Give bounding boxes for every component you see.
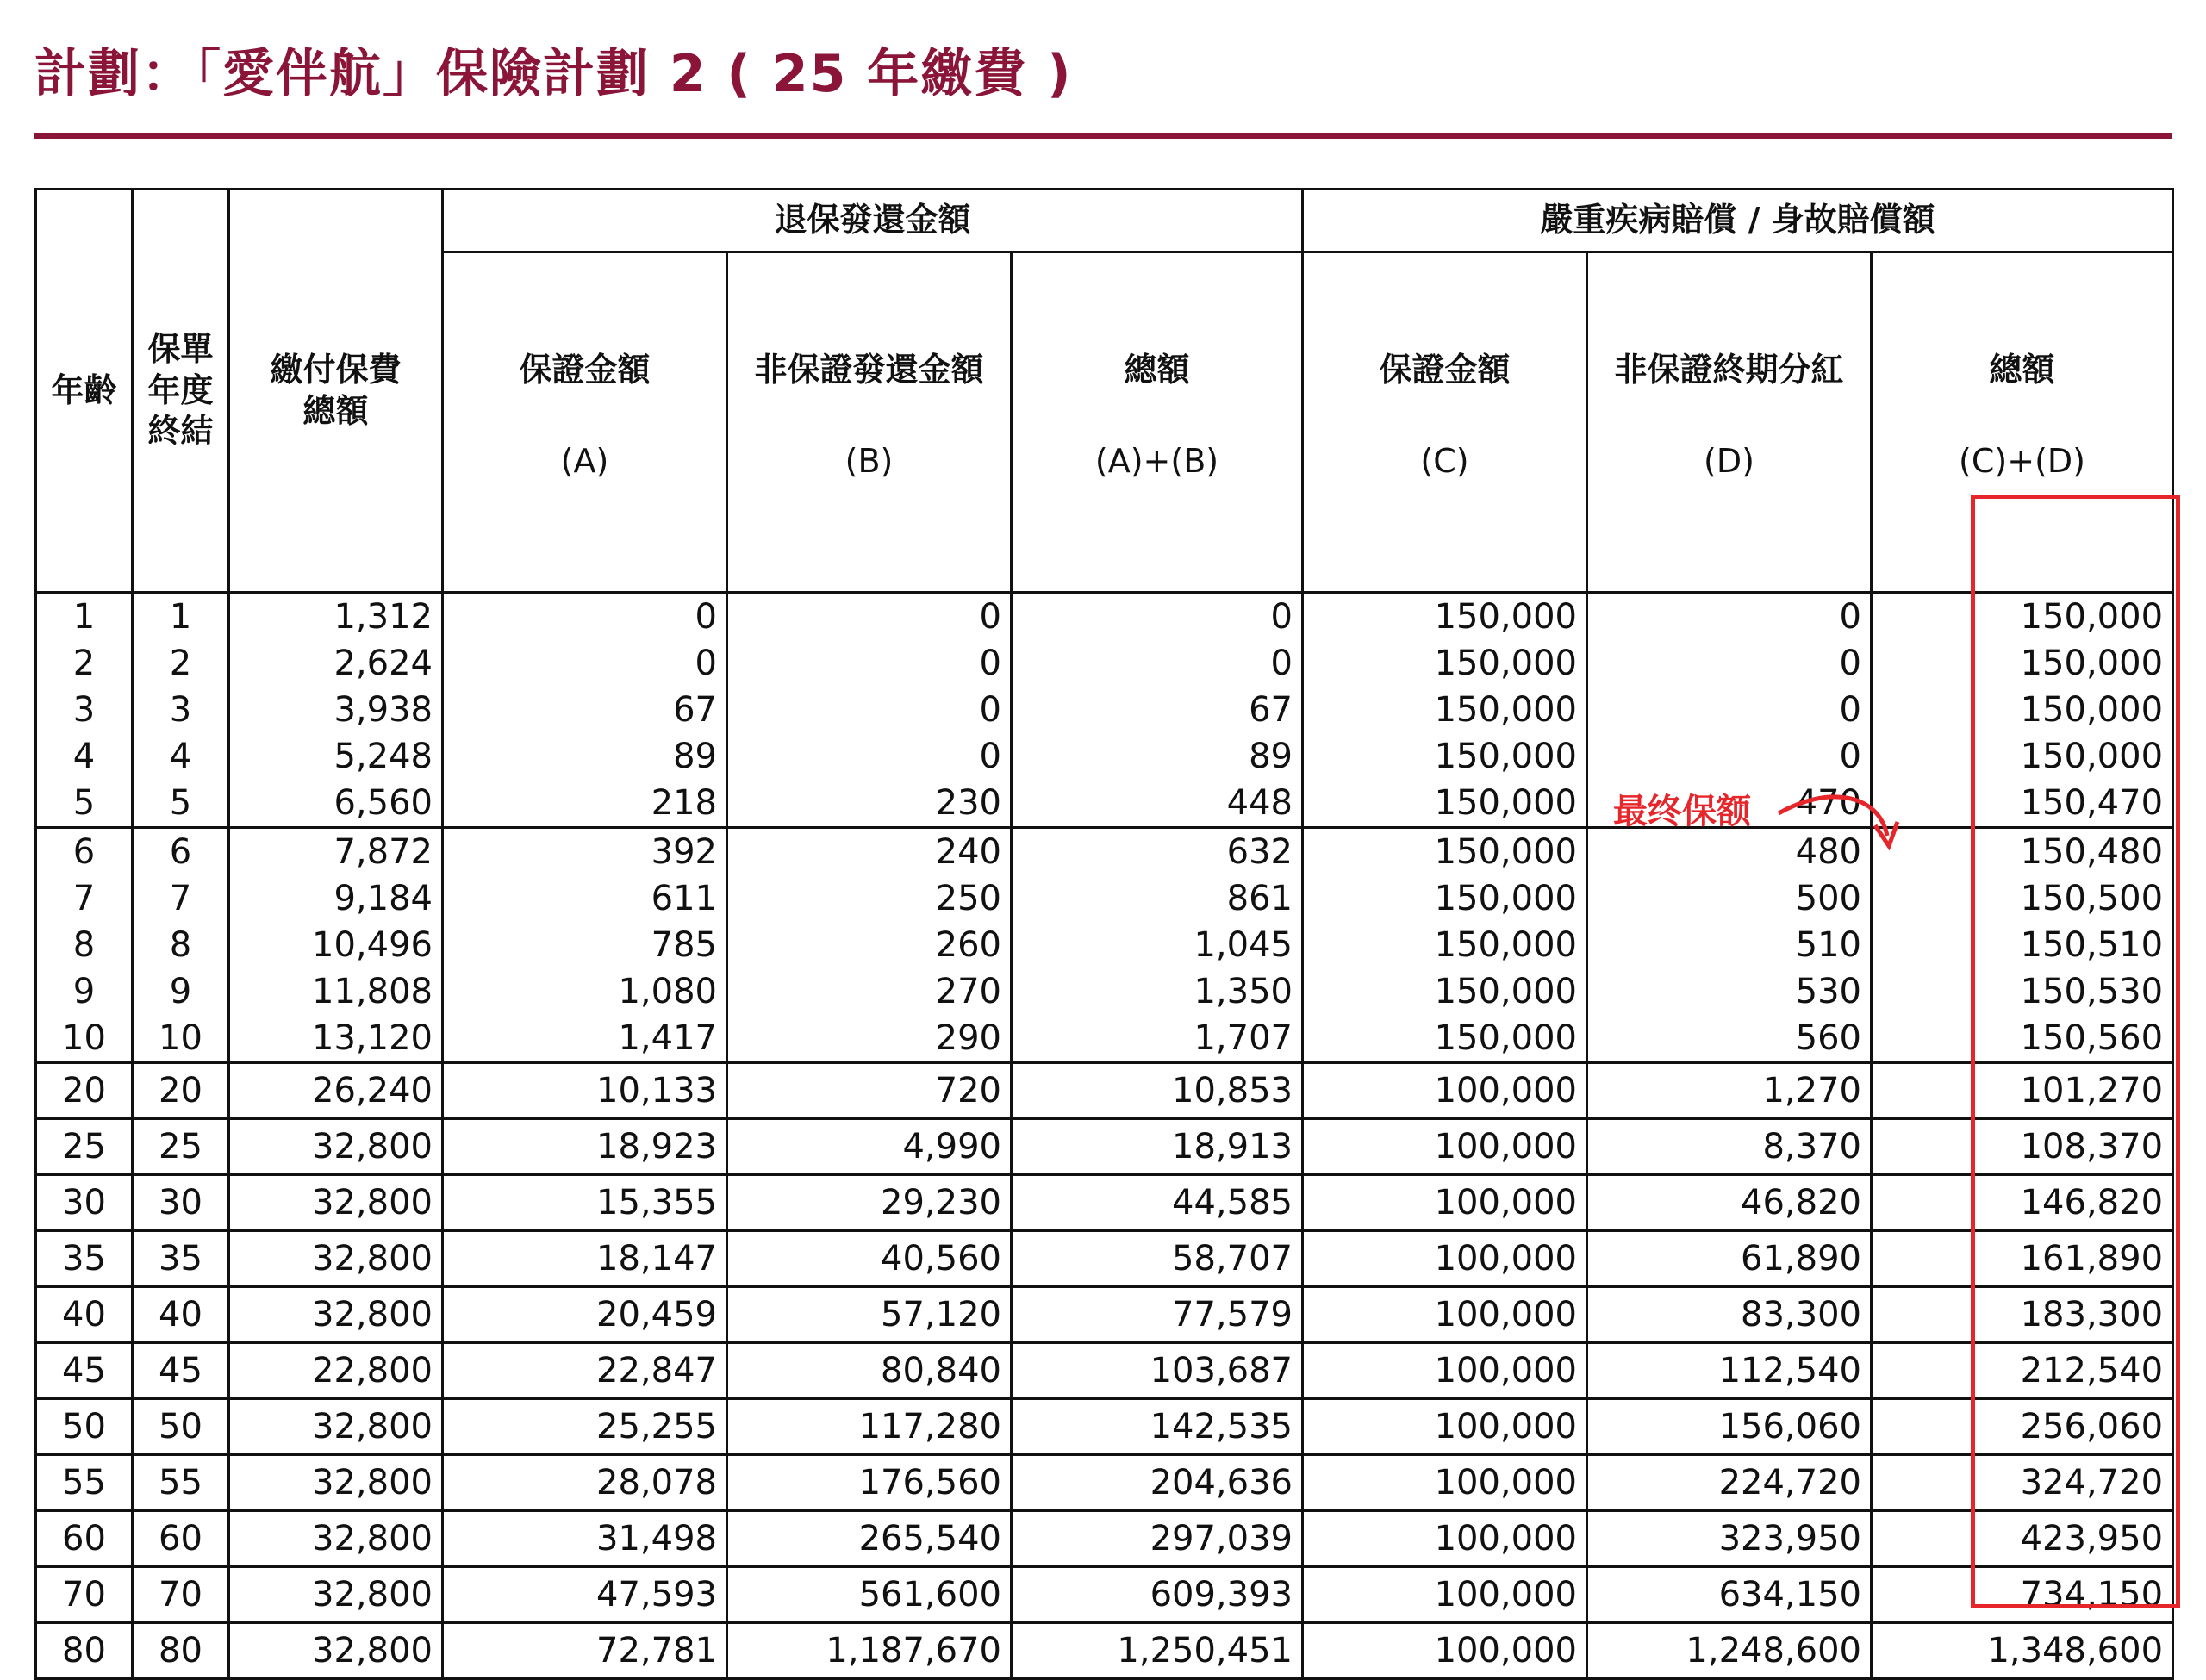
cell-non-guaranteed-b: 0 xyxy=(727,687,1012,733)
cell-age: 70 xyxy=(36,1567,133,1623)
formula-d: (D) xyxy=(1704,441,1754,480)
cell-total-cd: 150,530 xyxy=(1872,968,2173,1015)
cell-premium-total: 11,808 xyxy=(229,968,443,1015)
header-policy-year: 保單年度終結 xyxy=(133,190,229,593)
cell-guaranteed-c: 100,000 xyxy=(1303,1567,1587,1623)
curved-arrow-icon xyxy=(1775,784,1947,887)
cell-guaranteed-a: 67 xyxy=(443,687,727,733)
cell-total-cd: 146,820 xyxy=(1872,1175,2173,1231)
cell-guaranteed-c: 150,000 xyxy=(1303,640,1587,687)
cell-total-cd: 150,500 xyxy=(1872,875,2173,922)
cell-guaranteed-c: 100,000 xyxy=(1303,1063,1587,1119)
cell-non-guaranteed-b: 250 xyxy=(727,875,1012,922)
cell-policy-year: 4 xyxy=(133,733,229,780)
cell-guaranteed-c: 150,000 xyxy=(1303,780,1587,828)
cell-guaranteed-a: 22,847 xyxy=(443,1343,727,1399)
cell-non-guaranteed-b: 240 xyxy=(727,828,1012,876)
cell-premium-total: 32,800 xyxy=(229,1287,443,1343)
cell-policy-year: 9 xyxy=(133,968,229,1015)
cell-age: 80 xyxy=(36,1623,133,1679)
table-row xyxy=(36,1175,2173,1231)
cell-total-ab: 204,636 xyxy=(1012,1455,1303,1511)
cell-guaranteed-a: 18,923 xyxy=(443,1119,727,1175)
table-row xyxy=(36,1287,2173,1343)
cell-age: 50 xyxy=(36,1399,133,1455)
cell-guaranteed-a: 72,781 xyxy=(443,1623,727,1679)
cell-terminal-d: 0 xyxy=(1587,640,1872,687)
cell-terminal-d: 61,890 xyxy=(1587,1231,1872,1287)
cell-premium-total: 1,312 xyxy=(229,593,443,641)
cell-guaranteed-a: 0 xyxy=(443,640,727,687)
cell-policy-year: 35 xyxy=(133,1231,229,1287)
cell-policy-year: 50 xyxy=(133,1399,229,1455)
cell-guaranteed-c: 150,000 xyxy=(1303,1015,1587,1063)
cell-total-ab: 89 xyxy=(1012,733,1303,780)
table-row xyxy=(36,968,2173,1015)
cell-total-cd: 150,470 xyxy=(1872,780,2173,828)
cell-premium-total: 9,184 xyxy=(229,875,443,922)
table-row xyxy=(36,1119,2173,1175)
formula-a: (A) xyxy=(560,441,609,480)
formula-cd: (C)+(D) xyxy=(1959,441,2085,480)
table-row xyxy=(36,1455,2173,1511)
table-row xyxy=(36,1623,2173,1679)
cell-total-ab: 0 xyxy=(1012,593,1303,641)
cell-policy-year: 25 xyxy=(133,1119,229,1175)
header-premium: 繳付保費總額 xyxy=(229,190,443,593)
cell-premium-total: 32,800 xyxy=(229,1399,443,1455)
header-guaranteed-c: 保證金額 (C) xyxy=(1303,252,1587,593)
cell-total-cd: 212,540 xyxy=(1872,1343,2173,1399)
cell-guaranteed-a: 25,255 xyxy=(443,1399,727,1455)
cell-terminal-d: 156,060 xyxy=(1587,1399,1872,1455)
cell-policy-year: 30 xyxy=(133,1175,229,1231)
cell-total-ab: 1,250,451 xyxy=(1012,1623,1303,1679)
cell-guaranteed-c: 100,000 xyxy=(1303,1623,1587,1679)
cell-age: 55 xyxy=(36,1455,133,1511)
cell-terminal-d: 480 xyxy=(1587,828,1872,876)
cell-policy-year: 5 xyxy=(133,780,229,828)
cell-guaranteed-c: 100,000 xyxy=(1303,1455,1587,1511)
formula-c: (C) xyxy=(1420,441,1469,480)
title-divider xyxy=(34,133,2172,139)
cell-premium-total: 13,120 xyxy=(229,1015,443,1063)
cell-guaranteed-a: 218 xyxy=(443,780,727,828)
cell-non-guaranteed-b: 720 xyxy=(727,1063,1012,1119)
cell-age: 35 xyxy=(36,1231,133,1287)
cell-guaranteed-c: 150,000 xyxy=(1303,593,1587,641)
cell-guaranteed-a: 20,459 xyxy=(443,1287,727,1343)
cell-policy-year: 8 xyxy=(133,922,229,968)
cell-total-cd: 150,000 xyxy=(1872,640,2173,687)
cell-guaranteed-a: 611 xyxy=(443,875,727,922)
cell-age: 20 xyxy=(36,1063,133,1119)
cell-premium-total: 32,800 xyxy=(229,1623,443,1679)
cell-total-cd: 423,950 xyxy=(1872,1511,2173,1567)
cell-total-ab: 297,039 xyxy=(1012,1511,1303,1567)
cell-guaranteed-a: 0 xyxy=(443,593,727,641)
cell-total-cd: 150,480 xyxy=(1872,828,2173,876)
cell-guaranteed-c: 100,000 xyxy=(1303,1175,1587,1231)
cell-guaranteed-a: 1,417 xyxy=(443,1015,727,1063)
cell-guaranteed-c: 150,000 xyxy=(1303,968,1587,1015)
cell-non-guaranteed-b: 265,540 xyxy=(727,1511,1012,1567)
header-guaranteed-a: 保證金額 (A) xyxy=(443,252,727,593)
cell-policy-year: 55 xyxy=(133,1455,229,1511)
cell-total-ab: 861 xyxy=(1012,875,1303,922)
cell-non-guaranteed-b: 0 xyxy=(727,640,1012,687)
cell-total-ab: 609,393 xyxy=(1012,1567,1303,1623)
cell-age: 60 xyxy=(36,1511,133,1567)
cell-terminal-d: 510 xyxy=(1587,922,1872,968)
cell-total-ab: 142,535 xyxy=(1012,1399,1303,1455)
cell-policy-year: 7 xyxy=(133,875,229,922)
cell-age: 40 xyxy=(36,1287,133,1343)
header-claim-group: 嚴重疾病賠償 / 身故賠償額 xyxy=(1303,190,2173,252)
cell-non-guaranteed-b: 80,840 xyxy=(727,1343,1012,1399)
header-total-ab: 總額 (A)+(B) xyxy=(1012,252,1303,593)
cell-age: 8 xyxy=(36,922,133,968)
cell-terminal-d: 530 xyxy=(1587,968,1872,1015)
cell-total-ab: 632 xyxy=(1012,828,1303,876)
cell-total-ab: 67 xyxy=(1012,687,1303,733)
header-total-cd: 總額 (C)+(D) xyxy=(1872,252,2173,593)
cell-total-ab: 1,045 xyxy=(1012,922,1303,968)
cell-premium-total: 32,800 xyxy=(229,1175,443,1231)
cell-age: 2 xyxy=(36,640,133,687)
cell-terminal-d: 323,950 xyxy=(1587,1511,1872,1567)
table-row xyxy=(36,733,2173,780)
cell-guaranteed-c: 100,000 xyxy=(1303,1511,1587,1567)
cell-policy-year: 45 xyxy=(133,1343,229,1399)
cell-premium-total: 3,938 xyxy=(229,687,443,733)
cell-total-ab: 448 xyxy=(1012,780,1303,828)
cell-total-cd: 150,000 xyxy=(1872,687,2173,733)
cell-policy-year: 6 xyxy=(133,828,229,876)
cell-total-ab: 58,707 xyxy=(1012,1231,1303,1287)
cell-policy-year: 40 xyxy=(133,1287,229,1343)
cell-guaranteed-a: 18,147 xyxy=(443,1231,727,1287)
cell-guaranteed-a: 15,355 xyxy=(443,1175,727,1231)
cell-non-guaranteed-b: 0 xyxy=(727,733,1012,780)
cell-total-ab: 77,579 xyxy=(1012,1287,1303,1343)
cell-terminal-d: 560 xyxy=(1587,1015,1872,1063)
formula-b: (B) xyxy=(844,441,894,480)
cell-premium-total: 32,800 xyxy=(229,1511,443,1567)
cell-premium-total: 10,496 xyxy=(229,922,443,968)
cell-age: 9 xyxy=(36,968,133,1015)
cell-premium-total: 26,240 xyxy=(229,1063,443,1119)
cell-guaranteed-a: 392 xyxy=(443,828,727,876)
cell-terminal-d: 470 xyxy=(1587,780,1872,828)
cell-age: 1 xyxy=(36,593,133,641)
table-row xyxy=(36,640,2173,687)
header-surrender-group: 退保發還金額 xyxy=(443,190,1303,252)
cell-total-cd: 150,000 xyxy=(1872,593,2173,641)
cell-age: 6 xyxy=(36,828,133,876)
cell-total-cd: 161,890 xyxy=(1872,1231,2173,1287)
cell-guaranteed-a: 31,498 xyxy=(443,1511,727,1567)
cell-premium-total: 32,800 xyxy=(229,1455,443,1511)
cell-age: 45 xyxy=(36,1343,133,1399)
final-amount-highlight-box xyxy=(1971,495,2180,1608)
cell-age: 7 xyxy=(36,875,133,922)
table-row xyxy=(36,1399,2173,1455)
cell-terminal-d: 224,720 xyxy=(1587,1455,1872,1511)
cell-premium-total: 22,800 xyxy=(229,1343,443,1399)
cell-total-cd: 183,300 xyxy=(1872,1287,2173,1343)
cell-age: 3 xyxy=(36,687,133,733)
cell-non-guaranteed-b: 270 xyxy=(727,968,1012,1015)
cell-total-cd: 734,150 xyxy=(1872,1567,2173,1623)
cell-non-guaranteed-b: 230 xyxy=(727,780,1012,828)
cell-terminal-d: 112,540 xyxy=(1587,1343,1872,1399)
cell-policy-year: 20 xyxy=(133,1063,229,1119)
table-row xyxy=(36,1343,2173,1399)
cell-terminal-d: 500 xyxy=(1587,875,1872,922)
cell-terminal-d: 8,370 xyxy=(1587,1119,1872,1175)
header-age: 年齡 xyxy=(36,190,133,593)
table-row xyxy=(36,1015,2173,1063)
cell-guaranteed-c: 100,000 xyxy=(1303,1231,1587,1287)
cell-premium-total: 6,560 xyxy=(229,780,443,828)
cell-terminal-d: 1,248,600 xyxy=(1587,1623,1872,1679)
cell-total-ab: 10,853 xyxy=(1012,1063,1303,1119)
final-amount-annotation: 最终保额 xyxy=(1613,792,1751,831)
header-terminal-d: 非保證終期分紅 (D) xyxy=(1587,252,1872,593)
cell-age: 4 xyxy=(36,733,133,780)
table-row xyxy=(36,593,2173,641)
cell-total-ab: 103,687 xyxy=(1012,1343,1303,1399)
cell-total-ab: 1,707 xyxy=(1012,1015,1303,1063)
cell-total-ab: 18,913 xyxy=(1012,1119,1303,1175)
cell-total-cd: 150,560 xyxy=(1872,1015,2173,1063)
cell-non-guaranteed-b: 176,560 xyxy=(727,1455,1012,1511)
cell-policy-year: 70 xyxy=(133,1567,229,1623)
cell-guaranteed-c: 100,000 xyxy=(1303,1399,1587,1455)
cell-non-guaranteed-b: 1,187,670 xyxy=(727,1623,1012,1679)
cell-guaranteed-a: 1,080 xyxy=(443,968,727,1015)
table-row xyxy=(36,922,2173,968)
cell-terminal-d: 83,300 xyxy=(1587,1287,1872,1343)
cell-guaranteed-c: 100,000 xyxy=(1303,1343,1587,1399)
cell-guaranteed-a: 89 xyxy=(443,733,727,780)
cell-guaranteed-a: 785 xyxy=(443,922,727,968)
cell-terminal-d: 634,150 xyxy=(1587,1567,1872,1623)
cell-terminal-d: 0 xyxy=(1587,593,1872,641)
cell-total-cd: 150,000 xyxy=(1872,733,2173,780)
cell-non-guaranteed-b: 57,120 xyxy=(727,1287,1012,1343)
cell-guaranteed-a: 28,078 xyxy=(443,1455,727,1511)
cell-total-cd: 324,720 xyxy=(1872,1455,2173,1511)
cell-total-cd: 150,510 xyxy=(1872,922,2173,968)
cell-terminal-d: 0 xyxy=(1587,733,1872,780)
cell-policy-year: 10 xyxy=(133,1015,229,1063)
cell-guaranteed-c: 150,000 xyxy=(1303,922,1587,968)
cell-guaranteed-c: 150,000 xyxy=(1303,687,1587,733)
cell-terminal-d: 46,820 xyxy=(1587,1175,1872,1231)
table-row xyxy=(36,1063,2173,1119)
cell-age: 10 xyxy=(36,1015,133,1063)
cell-premium-total: 32,800 xyxy=(229,1231,443,1287)
cell-policy-year: 1 xyxy=(133,593,229,641)
cell-non-guaranteed-b: 29,230 xyxy=(727,1175,1012,1231)
cell-non-guaranteed-b: 40,560 xyxy=(727,1231,1012,1287)
cell-non-guaranteed-b: 561,600 xyxy=(727,1567,1012,1623)
cell-policy-year: 3 xyxy=(133,687,229,733)
table-row xyxy=(36,687,2173,733)
table-row xyxy=(36,1511,2173,1567)
cell-guaranteed-a: 10,133 xyxy=(443,1063,727,1119)
cell-guaranteed-c: 150,000 xyxy=(1303,733,1587,780)
cell-non-guaranteed-b: 290 xyxy=(727,1015,1012,1063)
cell-premium-total: 2,624 xyxy=(229,640,443,687)
cell-premium-total: 5,248 xyxy=(229,733,443,780)
cell-total-cd: 101,270 xyxy=(1872,1063,2173,1119)
cell-total-cd: 108,370 xyxy=(1872,1119,2173,1175)
page-title: 計劃：「愛伴航」保險計劃 2 ( 25 年繳費 ) xyxy=(34,44,1073,104)
cell-terminal-d: 0 xyxy=(1587,687,1872,733)
cell-non-guaranteed-b: 0 xyxy=(727,593,1012,641)
cell-premium-total: 32,800 xyxy=(229,1119,443,1175)
table-row xyxy=(36,1231,2173,1287)
cell-policy-year: 2 xyxy=(133,640,229,687)
cell-total-ab: 1,350 xyxy=(1012,968,1303,1015)
cell-non-guaranteed-b: 117,280 xyxy=(727,1399,1012,1455)
cell-premium-total: 7,872 xyxy=(229,828,443,876)
cell-policy-year: 80 xyxy=(133,1623,229,1679)
cell-non-guaranteed-b: 260 xyxy=(727,922,1012,968)
header-non-guaranteed-b: 非保證發還金額 (B) xyxy=(727,252,1012,593)
cell-total-ab: 0 xyxy=(1012,640,1303,687)
table-row xyxy=(36,1567,2173,1623)
cell-guaranteed-c: 150,000 xyxy=(1303,875,1587,922)
cell-terminal-d: 1,270 xyxy=(1587,1063,1872,1119)
cell-premium-total: 32,800 xyxy=(229,1567,443,1623)
cell-guaranteed-c: 150,000 xyxy=(1303,828,1587,876)
formula-ab: (A)+(B) xyxy=(1094,441,1219,480)
benefit-table xyxy=(34,188,2174,1680)
cell-total-cd: 256,060 xyxy=(1872,1399,2173,1455)
cell-age: 5 xyxy=(36,780,133,828)
cell-guaranteed-c: 100,000 xyxy=(1303,1287,1587,1343)
cell-policy-year: 60 xyxy=(133,1511,229,1567)
cell-age: 25 xyxy=(36,1119,133,1175)
cell-guaranteed-a: 47,593 xyxy=(443,1567,727,1623)
cell-age: 30 xyxy=(36,1175,133,1231)
cell-guaranteed-c: 100,000 xyxy=(1303,1119,1587,1175)
cell-total-cd: 1,348,600 xyxy=(1872,1623,2173,1679)
cell-non-guaranteed-b: 4,990 xyxy=(727,1119,1012,1175)
cell-total-ab: 44,585 xyxy=(1012,1175,1303,1231)
